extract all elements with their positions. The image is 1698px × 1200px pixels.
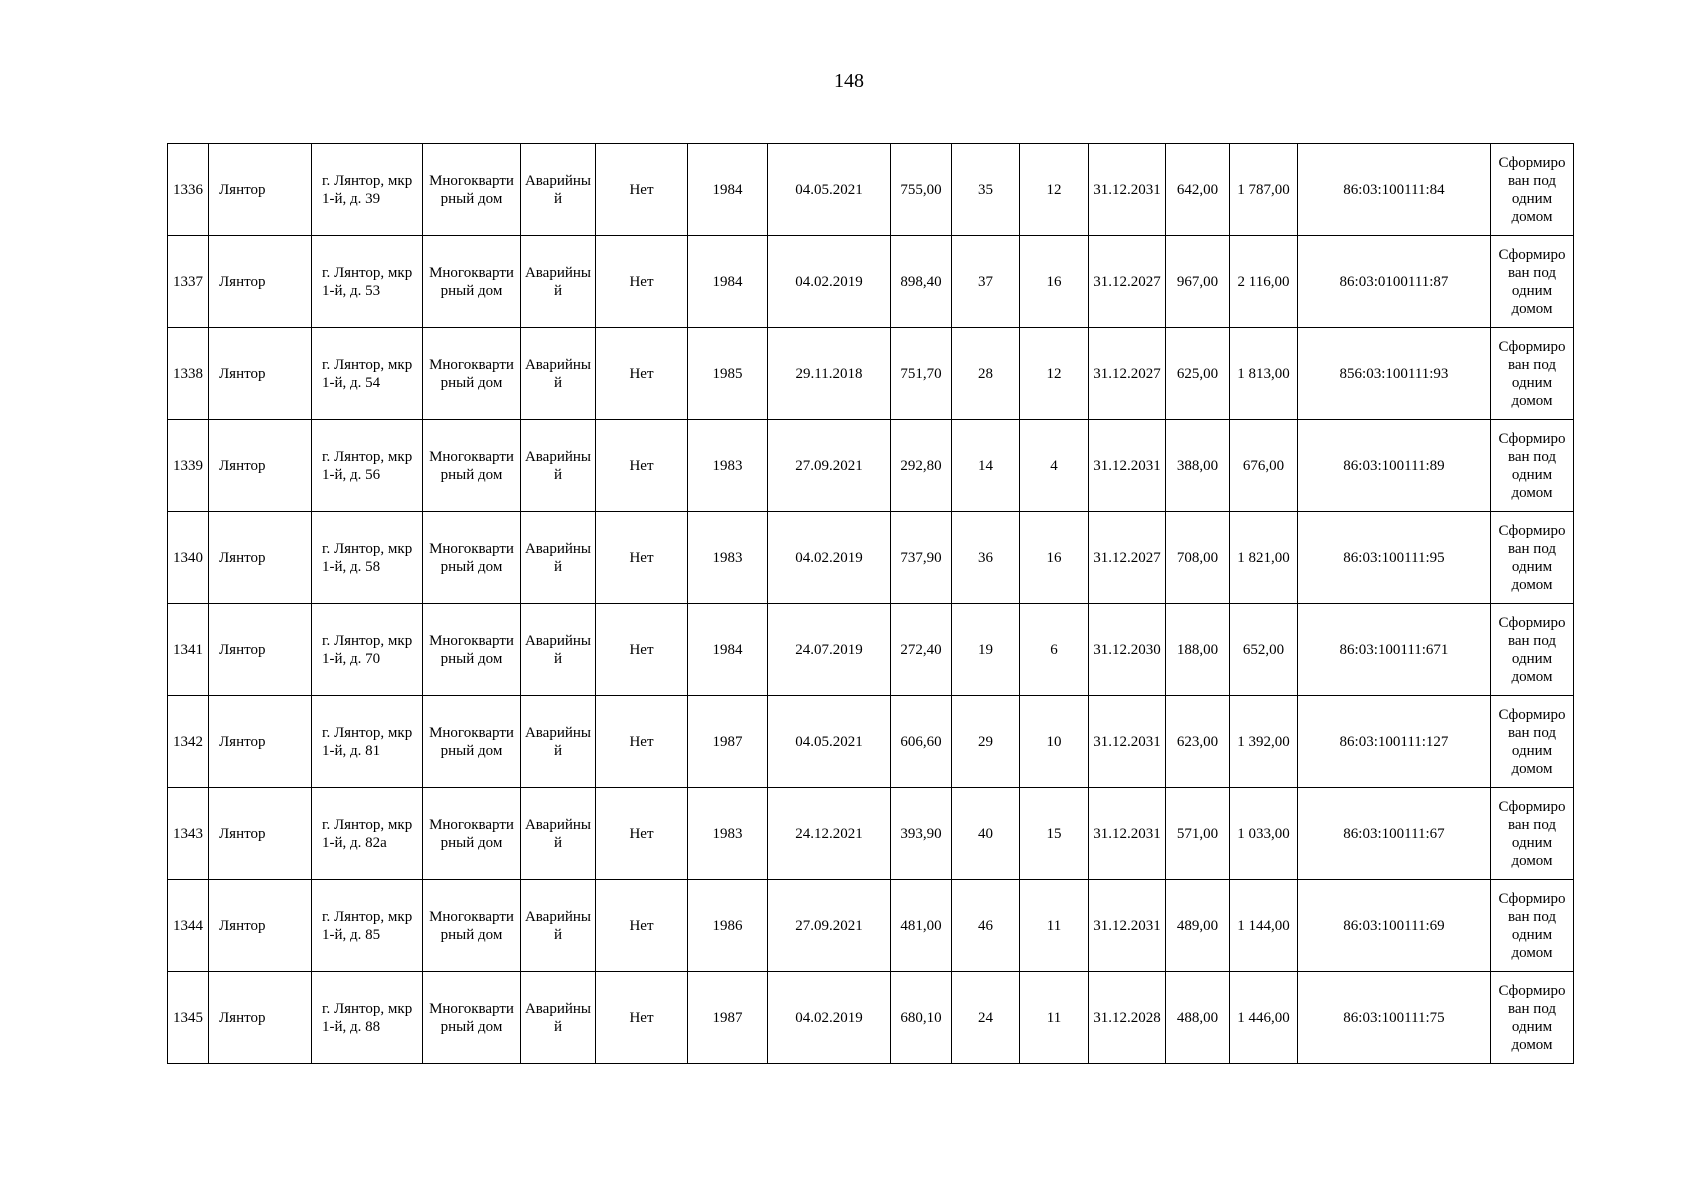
cell-note: Сформирован под одним домом xyxy=(1491,880,1574,972)
cell-area: 737,90 xyxy=(891,512,952,604)
cell-note: Сформирован под одним домом xyxy=(1491,604,1574,696)
cell-residents: 36 xyxy=(952,512,1020,604)
table-row xyxy=(168,236,1574,328)
cell-area: 680,10 xyxy=(891,972,952,1064)
cell-city: Лянтор xyxy=(209,420,312,512)
cell-address: г. Лянтор, мкр 1-й, д. 70 xyxy=(312,604,423,696)
cell-land-area: 623,00 xyxy=(1166,696,1230,788)
cell-row-number: 1345 xyxy=(168,972,209,1064)
cell-address: г. Лянтор, мкр 1-й, д. 88 xyxy=(312,972,423,1064)
cell-area: 751,70 xyxy=(891,328,952,420)
table-row xyxy=(168,972,1574,1064)
cell-flag: Нет xyxy=(596,512,688,604)
cell-condition: Аварийный xyxy=(521,604,596,696)
cell-condition: Аварийный xyxy=(521,696,596,788)
cell-city: Лянтор xyxy=(209,328,312,420)
cell-flag: Нет xyxy=(596,880,688,972)
cell-row-number: 1344 xyxy=(168,880,209,972)
cell-land-area: 967,00 xyxy=(1166,236,1230,328)
cell-residents: 19 xyxy=(952,604,1020,696)
cell-flag: Нет xyxy=(596,328,688,420)
cell-city: Лянтор xyxy=(209,236,312,328)
cell-land-area: 489,00 xyxy=(1166,880,1230,972)
cell-residents: 40 xyxy=(952,788,1020,880)
cell-row-number: 1340 xyxy=(168,512,209,604)
cell-cost: 652,00 xyxy=(1230,604,1298,696)
cell-note: Сформирован под одним домом xyxy=(1491,512,1574,604)
cell-city: Лянтор xyxy=(209,604,312,696)
cell-address: г. Лянтор, мкр 1-й, д. 81 xyxy=(312,696,423,788)
cell-note: Сформирован под одним домом xyxy=(1491,696,1574,788)
cell-cost: 1 821,00 xyxy=(1230,512,1298,604)
cell-city: Лянтор xyxy=(209,512,312,604)
cell-cadastral-number: 86:03:0100111:87 xyxy=(1298,236,1491,328)
cell-cost: 1 813,00 xyxy=(1230,328,1298,420)
cell-apartments: 10 xyxy=(1020,696,1089,788)
cell-flag: Нет xyxy=(596,788,688,880)
cell-row-number: 1342 xyxy=(168,696,209,788)
table-body xyxy=(168,144,1574,1064)
cell-year-built: 1984 xyxy=(688,236,768,328)
cell-note: Сформирован под одним домом xyxy=(1491,328,1574,420)
cell-year-built: 1986 xyxy=(688,880,768,972)
cell-apartments: 11 xyxy=(1020,972,1089,1064)
cell-apartments: 16 xyxy=(1020,512,1089,604)
cell-city: Лянтор xyxy=(209,696,312,788)
cell-area: 272,40 xyxy=(891,604,952,696)
cell-flag: Нет xyxy=(596,420,688,512)
table-row xyxy=(168,788,1574,880)
cell-row-number: 1341 xyxy=(168,604,209,696)
cell-apartments: 4 xyxy=(1020,420,1089,512)
cell-residents: 24 xyxy=(952,972,1020,1064)
cell-decision-date: 04.02.2019 xyxy=(768,972,891,1064)
cell-condition: Аварийный xyxy=(521,972,596,1064)
cell-row-number: 1343 xyxy=(168,788,209,880)
cell-cadastral-number: 856:03:100111:93 xyxy=(1298,328,1491,420)
cell-residents: 14 xyxy=(952,420,1020,512)
cell-apartments: 6 xyxy=(1020,604,1089,696)
cell-city: Лянтор xyxy=(209,144,312,236)
cell-note: Сформирован под одним домом xyxy=(1491,972,1574,1064)
table-row xyxy=(168,328,1574,420)
cell-condition: Аварийный xyxy=(521,512,596,604)
cell-city: Лянтор xyxy=(209,788,312,880)
cell-note: Сформирован под одним домом xyxy=(1491,144,1574,236)
cell-address: г. Лянтор, мкр 1-й, д. 85 xyxy=(312,880,423,972)
cell-apartments: 12 xyxy=(1020,328,1089,420)
cell-condition: Аварийный xyxy=(521,236,596,328)
cell-row-number: 1336 xyxy=(168,144,209,236)
cell-decision-date: 04.02.2019 xyxy=(768,512,891,604)
table-row xyxy=(168,696,1574,788)
cell-area: 292,80 xyxy=(891,420,952,512)
cell-land-area: 188,00 xyxy=(1166,604,1230,696)
cell-deadline: 31.12.2031 xyxy=(1089,696,1166,788)
cell-building-type: Многоквартирный дом xyxy=(423,420,521,512)
cell-note: Сформирован под одним домом xyxy=(1491,420,1574,512)
cell-residents: 29 xyxy=(952,696,1020,788)
cell-address: г. Лянтор, мкр 1-й, д. 58 xyxy=(312,512,423,604)
cell-decision-date: 29.11.2018 xyxy=(768,328,891,420)
cell-address: г. Лянтор, мкр 1-й, д. 82а xyxy=(312,788,423,880)
cell-condition: Аварийный xyxy=(521,880,596,972)
cell-area: 481,00 xyxy=(891,880,952,972)
cell-decision-date: 04.02.2019 xyxy=(768,236,891,328)
table-row xyxy=(168,420,1574,512)
cell-condition: Аварийный xyxy=(521,144,596,236)
cell-decision-date: 04.05.2021 xyxy=(768,696,891,788)
cell-address: г. Лянтор, мкр 1-й, д. 56 xyxy=(312,420,423,512)
cell-city: Лянтор xyxy=(209,972,312,1064)
cell-area: 755,00 xyxy=(891,144,952,236)
page-number: 148 xyxy=(834,70,864,92)
table-row xyxy=(168,604,1574,696)
cell-year-built: 1987 xyxy=(688,972,768,1064)
cell-building-type: Многоквартирный дом xyxy=(423,880,521,972)
cell-flag: Нет xyxy=(596,972,688,1064)
cell-deadline: 31.12.2027 xyxy=(1089,512,1166,604)
cell-row-number: 1337 xyxy=(168,236,209,328)
cell-building-type: Многоквартирный дом xyxy=(423,972,521,1064)
cell-address: г. Лянтор, мкр 1-й, д. 39 xyxy=(312,144,423,236)
cell-deadline: 31.12.2031 xyxy=(1089,788,1166,880)
cell-flag: Нет xyxy=(596,144,688,236)
cell-cadastral-number: 86:03:100111:84 xyxy=(1298,144,1491,236)
cell-cost: 676,00 xyxy=(1230,420,1298,512)
cell-building-type: Многоквартирный дом xyxy=(423,144,521,236)
cell-row-number: 1338 xyxy=(168,328,209,420)
cell-year-built: 1987 xyxy=(688,696,768,788)
cell-cost: 1 787,00 xyxy=(1230,144,1298,236)
table-row xyxy=(168,144,1574,236)
cell-year-built: 1983 xyxy=(688,420,768,512)
cell-cadastral-number: 86:03:100111:67 xyxy=(1298,788,1491,880)
cell-area: 898,40 xyxy=(891,236,952,328)
cell-apartments: 16 xyxy=(1020,236,1089,328)
cell-residents: 35 xyxy=(952,144,1020,236)
cell-area: 393,90 xyxy=(891,788,952,880)
cell-deadline: 31.12.2031 xyxy=(1089,144,1166,236)
cell-decision-date: 24.07.2019 xyxy=(768,604,891,696)
cell-building-type: Многоквартирный дом xyxy=(423,512,521,604)
cell-apartments: 11 xyxy=(1020,880,1089,972)
cell-cost: 1 392,00 xyxy=(1230,696,1298,788)
cell-deadline: 31.12.2031 xyxy=(1089,880,1166,972)
cell-cadastral-number: 86:03:100111:127 xyxy=(1298,696,1491,788)
housing-registry-table xyxy=(167,143,1574,1064)
cell-condition: Аварийный xyxy=(521,328,596,420)
cell-flag: Нет xyxy=(596,604,688,696)
cell-residents: 28 xyxy=(952,328,1020,420)
cell-decision-date: 04.05.2021 xyxy=(768,144,891,236)
cell-decision-date: 24.12.2021 xyxy=(768,788,891,880)
cell-land-area: 488,00 xyxy=(1166,972,1230,1064)
cell-building-type: Многоквартирный дом xyxy=(423,788,521,880)
cell-address: г. Лянтор, мкр 1-й, д. 54 xyxy=(312,328,423,420)
cell-area: 606,60 xyxy=(891,696,952,788)
cell-land-area: 388,00 xyxy=(1166,420,1230,512)
cell-building-type: Многоквартирный дом xyxy=(423,236,521,328)
cell-deadline: 31.12.2031 xyxy=(1089,420,1166,512)
cell-building-type: Многоквартирный дом xyxy=(423,604,521,696)
cell-deadline: 31.12.2028 xyxy=(1089,972,1166,1064)
table-row xyxy=(168,880,1574,972)
cell-deadline: 31.12.2030 xyxy=(1089,604,1166,696)
cell-year-built: 1985 xyxy=(688,328,768,420)
cell-condition: Аварийный xyxy=(521,420,596,512)
cell-note: Сформирован под одним домом xyxy=(1491,236,1574,328)
cell-apartments: 12 xyxy=(1020,144,1089,236)
cell-building-type: Многоквартирный дом xyxy=(423,696,521,788)
cell-cost: 1 144,00 xyxy=(1230,880,1298,972)
cell-condition: Аварийный xyxy=(521,788,596,880)
cell-cadastral-number: 86:03:100111:671 xyxy=(1298,604,1491,696)
cell-decision-date: 27.09.2021 xyxy=(768,420,891,512)
cell-land-area: 642,00 xyxy=(1166,144,1230,236)
cell-year-built: 1984 xyxy=(688,604,768,696)
cell-cadastral-number: 86:03:100111:95 xyxy=(1298,512,1491,604)
cell-address: г. Лянтор, мкр 1-й, д. 53 xyxy=(312,236,423,328)
cell-land-area: 571,00 xyxy=(1166,788,1230,880)
cell-cadastral-number: 86:03:100111:75 xyxy=(1298,972,1491,1064)
cell-decision-date: 27.09.2021 xyxy=(768,880,891,972)
cell-cadastral-number: 86:03:100111:89 xyxy=(1298,420,1491,512)
cell-residents: 37 xyxy=(952,236,1020,328)
cell-row-number: 1339 xyxy=(168,420,209,512)
cell-cadastral-number: 86:03:100111:69 xyxy=(1298,880,1491,972)
cell-cost: 1 446,00 xyxy=(1230,972,1298,1064)
cell-building-type: Многоквартирный дом xyxy=(423,328,521,420)
cell-cost: 1 033,00 xyxy=(1230,788,1298,880)
cell-deadline: 31.12.2027 xyxy=(1089,236,1166,328)
cell-flag: Нет xyxy=(596,236,688,328)
table-row xyxy=(168,512,1574,604)
cell-year-built: 1984 xyxy=(688,144,768,236)
cell-deadline: 31.12.2027 xyxy=(1089,328,1166,420)
cell-flag: Нет xyxy=(596,696,688,788)
cell-land-area: 708,00 xyxy=(1166,512,1230,604)
cell-cost: 2 116,00 xyxy=(1230,236,1298,328)
cell-land-area: 625,00 xyxy=(1166,328,1230,420)
cell-year-built: 1983 xyxy=(688,788,768,880)
cell-residents: 46 xyxy=(952,880,1020,972)
cell-city: Лянтор xyxy=(209,880,312,972)
cell-apartments: 15 xyxy=(1020,788,1089,880)
cell-note: Сформирован под одним домом xyxy=(1491,788,1574,880)
cell-year-built: 1983 xyxy=(688,512,768,604)
